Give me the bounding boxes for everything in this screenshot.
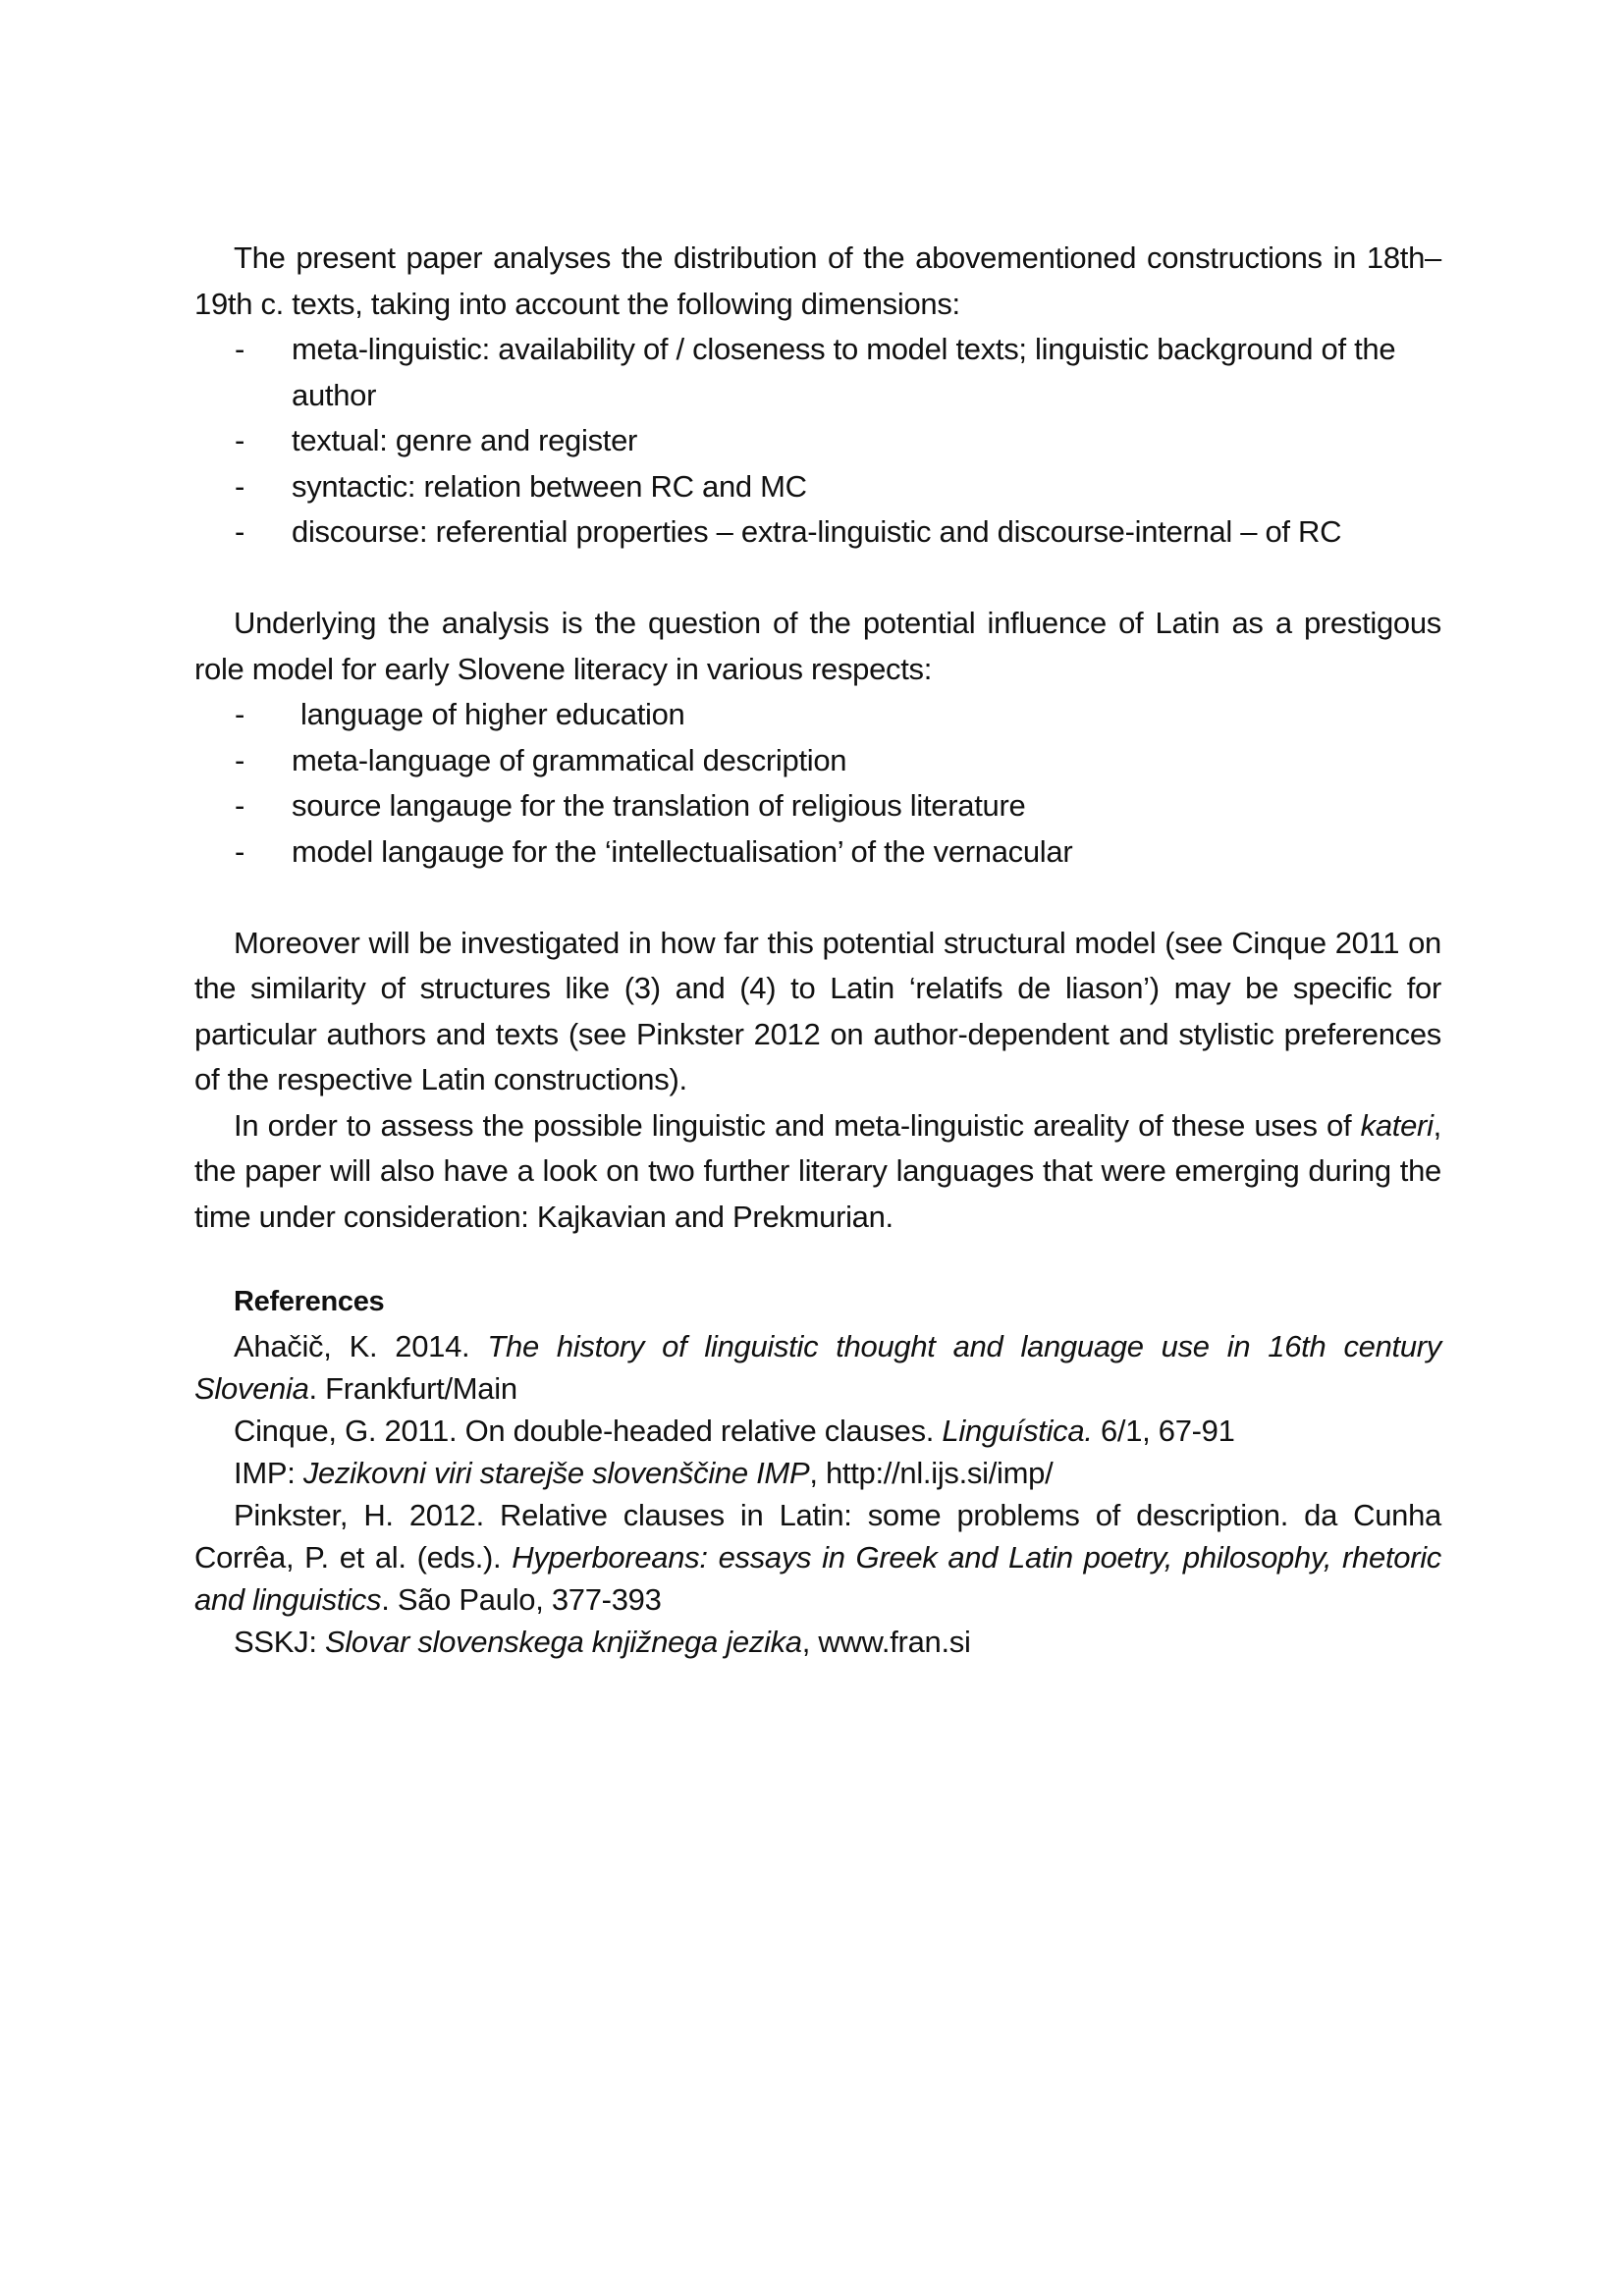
bullet-dash-icon: - bbox=[235, 788, 245, 823]
list-item: - meta-linguistic: availability of / closeness to model texts; linguistic background of the author bbox=[194, 327, 1441, 418]
bullet-dash-icon: - bbox=[235, 423, 245, 457]
paragraph-latin-influence: Underlying the analysis is the question of the potential influence of Latin as a prestigous role model for early Slovene literacy in various respects: bbox=[194, 606, 1441, 686]
term-kateri: kateri bbox=[1360, 1107, 1434, 1143]
reference-entry: Cinque, G. 2011. On double-headed relative clauses. Linguística. 6/1, 67-91 bbox=[234, 1413, 1235, 1448]
reference-entry: Pinkster, H. 2012. Relative clauses in Latin: some problems of description. da Cunha Corrêa, P. et al. (eds.). Hyperboreans: essays in Greek and Latin poetry, philosophy, rhetoric and linguistics. São Paulo, 377-393 bbox=[194, 1497, 1442, 1617]
document-page bbox=[194, 236, 1441, 1663]
paragraph-areality: In order to assess the possible linguistic and meta-linguistic areality of these uses of kateri, the paper will also have a look on two further literary languages that were emerging during the time under consideration: Kajkavian and Prekmurian. bbox=[194, 1107, 1441, 1234]
bullet-dash-icon: - bbox=[235, 697, 245, 731]
list-item: - model langauge for the ‘intellectualisation’ of the vernacular bbox=[194, 829, 1441, 876]
list-item: - discourse: referential properties – extra-linguistic and discourse-internal – of RC bbox=[194, 509, 1441, 556]
bullet-dash-icon: - bbox=[235, 742, 245, 777]
spacer bbox=[194, 1240, 1441, 1279]
bullet-dash-icon: - bbox=[235, 332, 245, 366]
list-item: - language of higher education bbox=[194, 692, 1441, 738]
paragraph-structural-model: Moreover will be investigated in how far this potential structural model (see Cinque 2011 on the similarity of structures like (3) and (4) to Latin ‘relatifs de liason’) may be specific for particular authors and texts (see Pinkster 2012 on author-dependent and stylistic preferences of the respective Latin constructions). bbox=[194, 925, 1441, 1096]
spacer bbox=[194, 875, 1441, 921]
spacer bbox=[194, 556, 1441, 602]
references-list bbox=[194, 1325, 1441, 1663]
paragraph-dimensions: The present paper analyses the distribution of the abovementioned constructions in 18th–19th c. texts, taking into account the following dimensions: bbox=[194, 240, 1441, 321]
list-item: - syntactic: relation between RC and MC bbox=[194, 464, 1441, 510]
list-item: - source langauge for the translation of religious literature bbox=[194, 783, 1441, 829]
list-item: - textual: genre and register bbox=[194, 418, 1441, 464]
list-item: - meta-language of grammatical description bbox=[194, 738, 1441, 784]
bullet-dash-icon: - bbox=[235, 833, 245, 869]
reference-entry: Ahačič, K. 2014. The history of linguistic thought and language use in 16th century Slovenia. Frankfurt/Main bbox=[194, 1328, 1441, 1406]
dimensions-list bbox=[194, 327, 1441, 556]
respects-list bbox=[194, 692, 1441, 875]
bullet-dash-icon: - bbox=[235, 468, 245, 504]
references-heading: References bbox=[234, 1286, 385, 1317]
reference-entry: IMP: Jezikovni viri starejše slovenščine IMP, http://nl.ijs.si/imp/ bbox=[234, 1455, 1054, 1490]
reference-entry: SSKJ: Slovar slovenskega knjižnega jezika, www.fran.si bbox=[234, 1624, 971, 1659]
bullet-dash-icon: - bbox=[235, 514, 245, 549]
